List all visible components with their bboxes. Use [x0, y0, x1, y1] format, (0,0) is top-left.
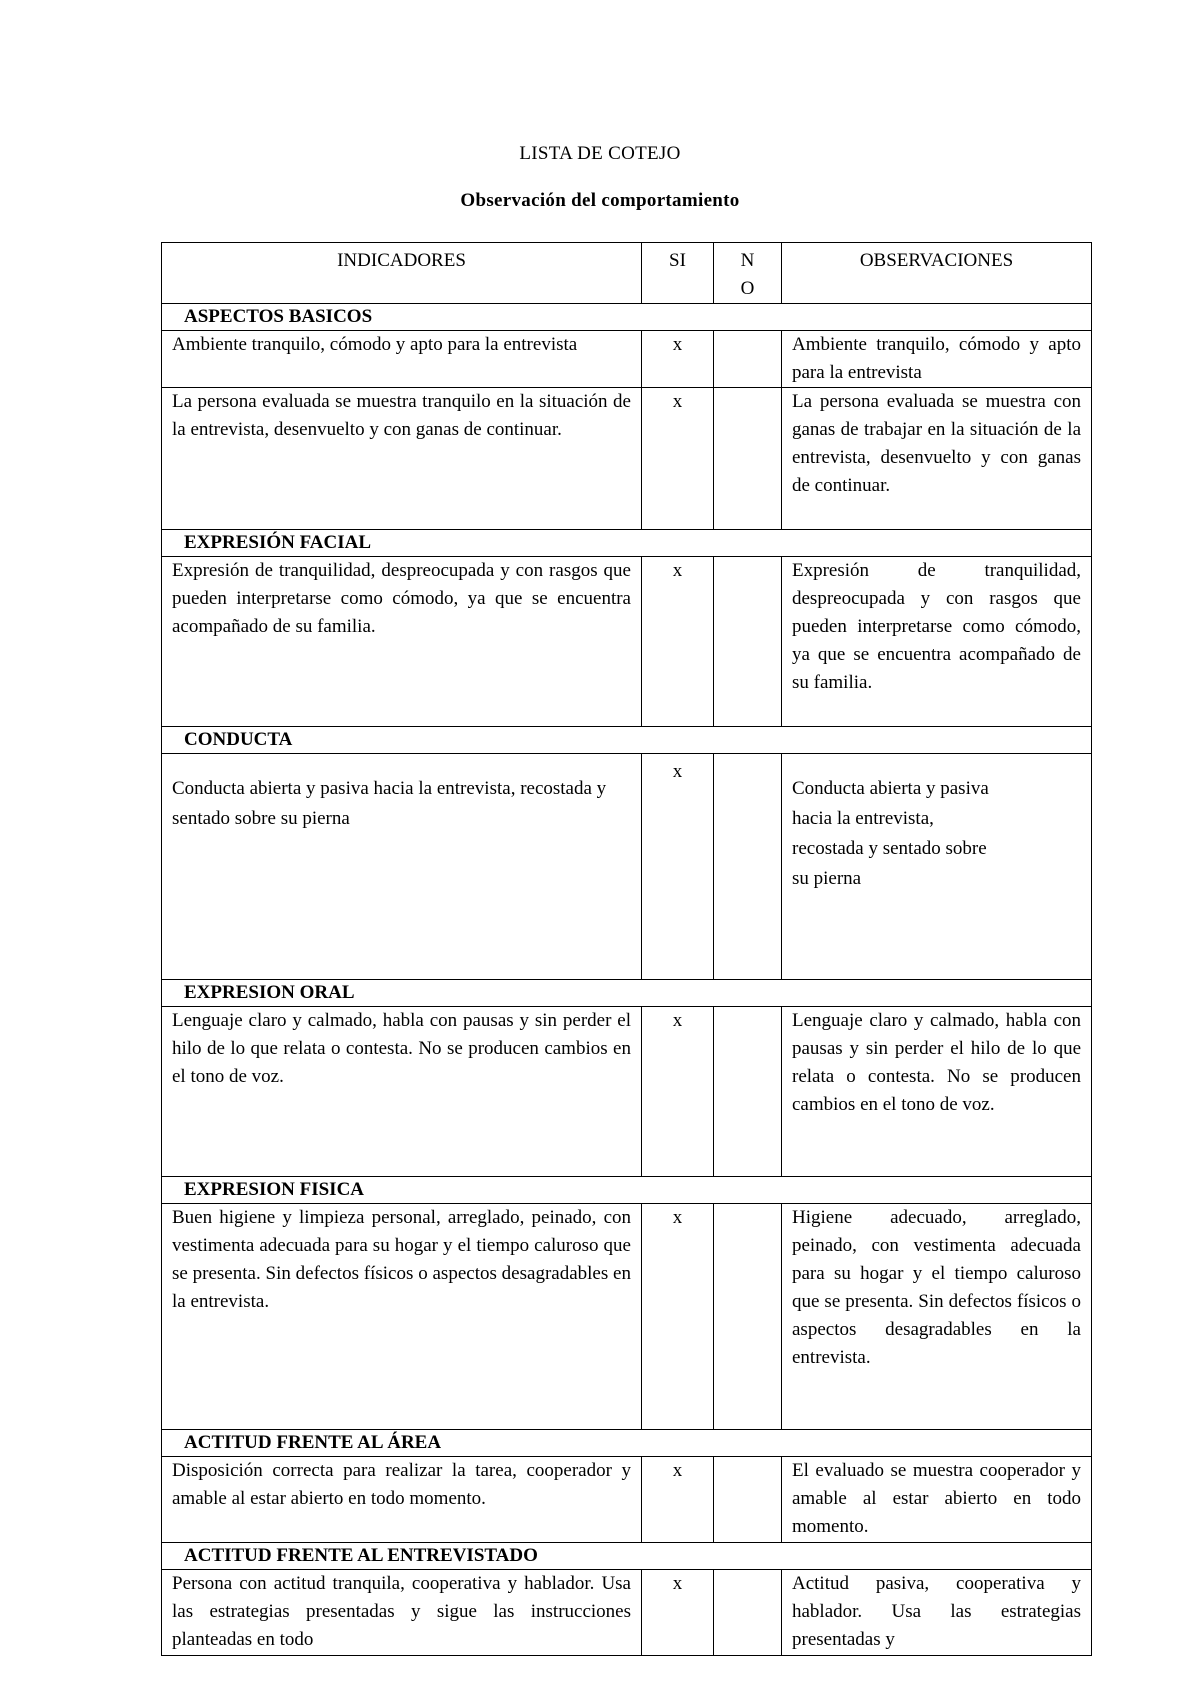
no-mark	[714, 388, 782, 530]
section-row	[162, 530, 1092, 557]
section-title: EXPRESIÓN FACIAL	[162, 530, 1092, 557]
indicator-cell: Persona con actitud tranquila, cooperativa y hablador. Usa las estrategias presentadas y sigue las instrucciones planteadas en todo	[162, 1570, 642, 1656]
table-row	[162, 331, 1092, 388]
indicator-cell: Expresión de tranquilidad, despreocupada y con rasgos que pueden interpretarse como cómodo, ya que se encuentra acompañado de su familia.	[162, 557, 642, 727]
no-mark	[714, 1204, 782, 1430]
section-title: ASPECTOS BASICOS	[162, 304, 1092, 331]
document-subtitle: Observación del comportamiento	[460, 190, 740, 211]
section-row	[162, 980, 1092, 1007]
no-mark	[714, 557, 782, 727]
table-header-row	[162, 243, 1092, 304]
header-si: SI	[642, 243, 714, 304]
observation-cell: Higiene adecuado, arreglado, peinado, con vestimenta adecuada para su hogar y el tiempo caluroso que se presenta. Sin defectos físicos o aspectos desagradables en la entrevista.	[782, 1204, 1092, 1430]
observation-cell: Ambiente tranquilo, cómodo y apto para la entrevista	[782, 331, 1092, 388]
table-row	[162, 1204, 1092, 1430]
section-title: ACTITUD FRENTE AL ENTREVISTADO	[162, 1543, 1092, 1570]
table-row	[162, 557, 1092, 727]
header-indicadores: INDICADORES	[162, 243, 642, 304]
section-row	[162, 1430, 1092, 1457]
indicator-cell: Lenguaje claro y calmado, habla con pausas y sin perder el hilo de lo que relata o contesta. No se producen cambios en el tono de voz.	[162, 1007, 642, 1177]
header-no-line1: N	[740, 250, 755, 271]
si-mark: x	[642, 557, 714, 727]
si-mark: x	[642, 1570, 714, 1656]
section-title: EXPRESION FISICA	[162, 1177, 1092, 1204]
no-mark	[714, 1457, 782, 1543]
header-no	[714, 243, 782, 304]
indicator-cell: Ambiente tranquilo, cómodo y apto para la entrevista	[162, 331, 642, 388]
section-row	[162, 304, 1092, 331]
table-row	[162, 1457, 1092, 1543]
observation-cell: La persona evaluada se muestra con ganas de trabajar en la situación de la entrevista, desenvuelto y con ganas de continuar.	[782, 388, 1092, 530]
observation-cell: Lenguaje claro y calmado, habla con pausas y sin perder el hilo de lo que relata o contesta. No se producen cambios en el tono de voz.	[782, 1007, 1092, 1177]
si-mark: x	[642, 388, 714, 530]
no-mark	[714, 1570, 782, 1656]
si-mark: x	[642, 331, 714, 388]
indicator-cell: Disposición correcta para realizar la tarea, cooperador y amable al estar abierto en todo momento.	[162, 1457, 642, 1543]
observation-cell: Actitud pasiva, cooperativa y hablador. Usa las estrategias presentadas y	[782, 1570, 1092, 1656]
table-row	[162, 388, 1092, 530]
section-row	[162, 1177, 1092, 1204]
table-row	[162, 754, 1092, 980]
header-no-line2: O	[740, 278, 755, 299]
table-row	[162, 1007, 1092, 1177]
indicator-cell: La persona evaluada se muestra tranquilo en la situación de la entrevista, desenvuelto y con ganas de continuar.	[162, 388, 642, 530]
indicator-cell: Buen higiene y limpieza personal, arreglado, peinado, con vestimenta adecuada para su hogar y el tiempo caluroso que se presenta. Sin defectos físicos o aspectos desagradables en la entrevista.	[162, 1204, 642, 1430]
section-row	[162, 1543, 1092, 1570]
observation-cell: Conducta abierta y pasiva hacia la entrevista, recostada y sentado sobre su pierna	[782, 754, 1092, 980]
si-mark: x	[642, 1007, 714, 1177]
indicator-cell: Conducta abierta y pasiva hacia la entrevista, recostada y sentado sobre su pierna	[162, 754, 642, 980]
section-title: CONDUCTA	[162, 727, 1092, 754]
no-mark	[714, 331, 782, 388]
no-mark	[714, 754, 782, 980]
si-mark: x	[642, 1457, 714, 1543]
header-observaciones: OBSERVACIONES	[782, 243, 1092, 304]
section-title: ACTITUD FRENTE AL ÁREA	[162, 1430, 1092, 1457]
si-mark: x	[642, 1204, 714, 1430]
document-title: LISTA DE COTEJO	[519, 143, 681, 164]
table-row	[162, 1570, 1092, 1656]
section-title: EXPRESION ORAL	[162, 980, 1092, 1007]
checklist-table	[161, 242, 1092, 1656]
section-row	[162, 727, 1092, 754]
no-mark	[714, 1007, 782, 1177]
observation-cell: El evaluado se muestra cooperador y amable al estar abierto en todo momento.	[782, 1457, 1092, 1543]
si-mark: x	[642, 754, 714, 980]
observation-cell: Expresión de tranquilidad, despreocupada y con rasgos que pueden interpretarse como cómodo, ya que se encuentra acompañado de su familia.	[782, 557, 1092, 727]
